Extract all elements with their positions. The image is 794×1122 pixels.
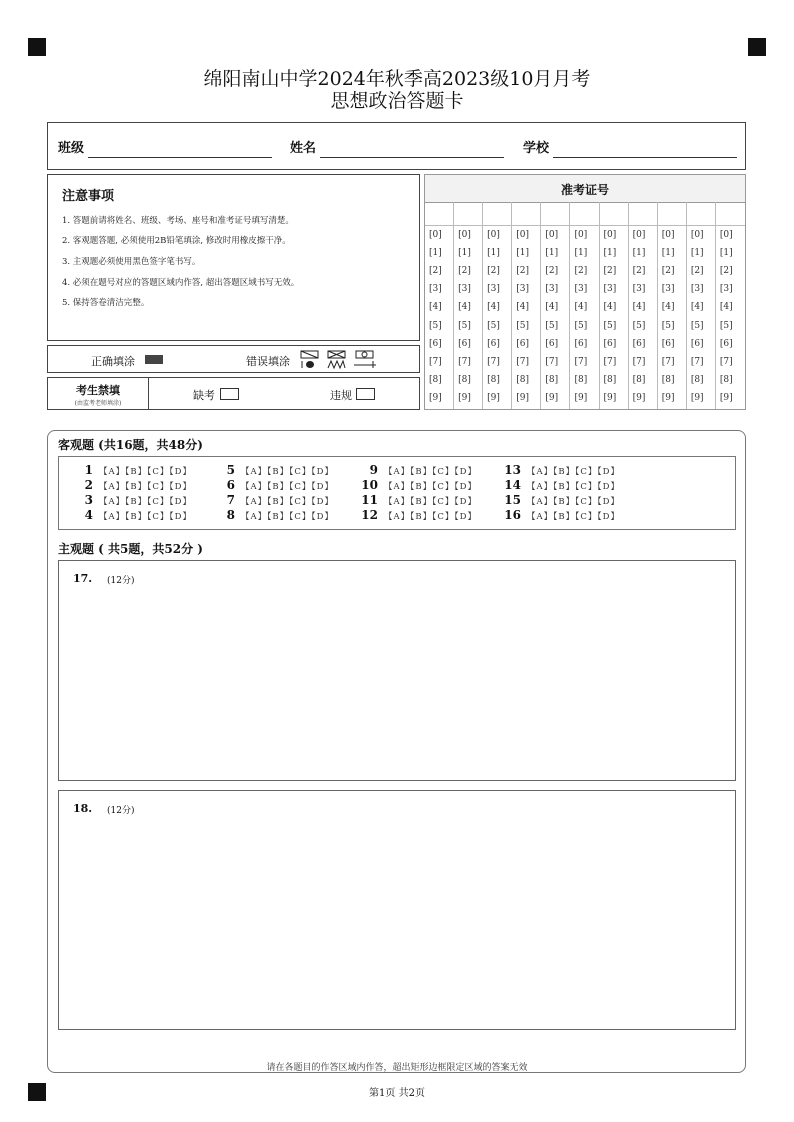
digit-bubble[interactable]: [1] — [603, 248, 617, 259]
digit-bubble[interactable]: [8] — [545, 374, 559, 385]
digit-bubble[interactable]: [9] — [719, 392, 733, 403]
admission-column — [716, 202, 745, 409]
digit-bubble[interactable]: [1] — [661, 248, 675, 259]
digit-bubble[interactable]: [4] — [632, 302, 646, 313]
sheet-title: 绵阳南山中学2024年秋季高2023级10月月考 — [203, 68, 591, 90]
digit-bubble[interactable]: [7] — [661, 356, 675, 367]
objective-question-number: 12 — [361, 508, 378, 522]
digit-bubble[interactable]: [2] — [487, 266, 500, 277]
digit-bubble[interactable]: [2] — [516, 266, 530, 277]
digit-bubble[interactable]: [3] — [458, 284, 471, 295]
school-label: 学校 — [523, 141, 550, 156]
digit-bubble[interactable]: [2] — [429, 266, 442, 277]
digit-bubble[interactable]: [5] — [632, 320, 646, 331]
objective-question-number: 16 — [504, 508, 521, 522]
digit-bubble[interactable]: [5] — [458, 320, 471, 331]
digit-bubble[interactable]: [5] — [545, 320, 559, 331]
objective-question-number: 11 — [361, 493, 378, 507]
digit-bubble[interactable]: [4] — [516, 302, 530, 313]
digit-bubble[interactable]: [4] — [429, 302, 442, 313]
notice-item: 2. 客观题答题, 必须使用2B铅笔填涂, 修改时用橡皮擦干净。 — [62, 236, 291, 246]
digit-bubble[interactable]: [3] — [690, 284, 704, 295]
notice-item: 1. 答题前请将姓名、班级、考场、座号和准考证号填写清楚。 — [62, 216, 294, 226]
objective-question-number: 2 — [84, 478, 93, 492]
digit-bubble[interactable]: [0] — [632, 230, 646, 240]
digit-bubble[interactable]: [6] — [603, 338, 617, 349]
registration-mark-top-left — [28, 38, 46, 56]
digit-bubble[interactable]: [8] — [690, 374, 704, 385]
admission-column — [483, 202, 512, 409]
digit-bubble[interactable]: [0] — [690, 230, 704, 240]
digit-bubble[interactable]: [4] — [690, 302, 704, 313]
digit-bubble[interactable]: [4] — [603, 302, 617, 313]
digit-bubble[interactable]: [8] — [487, 374, 500, 385]
digit-bubble[interactable]: [9] — [545, 392, 559, 403]
admission-write-cell[interactable] — [658, 202, 686, 226]
class-label: 班级 — [58, 141, 85, 156]
digit-bubble[interactable]: [6] — [574, 338, 588, 349]
digit-bubble[interactable]: [2] — [690, 266, 704, 277]
digit-bubble[interactable]: [6] — [429, 338, 442, 349]
digit-bubble[interactable]: [3] — [545, 284, 559, 295]
digit-bubble[interactable]: [7] — [690, 356, 704, 367]
digit-bubble[interactable]: [0] — [516, 230, 530, 240]
digit-bubble[interactable]: [7] — [603, 356, 617, 367]
student-info-box — [47, 122, 746, 170]
status-subtext: (由监考老师填涂) — [74, 400, 122, 407]
digit-bubble[interactable]: [1] — [690, 248, 704, 259]
admission-column — [425, 202, 454, 409]
objective-option-bubbles[interactable]: 【A】【B】【C】【D】 — [241, 482, 334, 492]
objective-option-bubbles[interactable]: 【A】【B】【C】【D】 — [527, 512, 620, 522]
digit-bubble[interactable]: [1] — [516, 248, 530, 259]
admission-column — [570, 202, 599, 409]
digit-bubble[interactable]: [6] — [487, 338, 500, 349]
school-field[interactable] — [553, 157, 737, 158]
digit-bubble[interactable]: [5] — [690, 320, 704, 331]
digit-bubble[interactable]: [8] — [603, 374, 617, 385]
question-score: (12分) — [107, 806, 135, 816]
digit-bubble[interactable]: [0] — [429, 230, 442, 240]
digit-bubble[interactable]: [6] — [661, 338, 675, 349]
objective-question-number: 1 — [84, 463, 93, 477]
digit-bubble[interactable]: [9] — [516, 392, 530, 403]
digit-bubble[interactable]: [9] — [487, 392, 500, 403]
fill-example-box — [47, 345, 420, 373]
answer-box-q17[interactable] — [58, 560, 736, 781]
correct-fill-label: 正确填涂 — [91, 355, 135, 368]
objective-option-bubbles[interactable]: 【A】【B】【C】【D】 — [241, 497, 334, 507]
digit-bubble[interactable]: [7] — [516, 356, 530, 367]
digit-bubble[interactable]: [6] — [516, 338, 530, 349]
digit-bubble[interactable]: [3] — [574, 284, 588, 295]
digit-bubble[interactable]: [1] — [632, 248, 646, 259]
digit-bubble[interactable]: [6] — [632, 338, 646, 349]
admission-write-cell[interactable] — [600, 202, 628, 226]
objective-option-bubbles[interactable]: 【A】【B】【C】【D】 — [527, 497, 620, 507]
admission-column — [629, 202, 658, 409]
digit-bubble[interactable]: [1] — [429, 248, 442, 259]
digit-bubble[interactable]: [8] — [574, 374, 588, 385]
digit-bubble[interactable]: [6] — [545, 338, 559, 349]
digit-bubble[interactable]: [3] — [719, 284, 733, 295]
digit-bubble[interactable]: [7] — [458, 356, 471, 367]
digit-bubble[interactable]: [5] — [603, 320, 617, 331]
objective-question-number: 15 — [504, 493, 521, 507]
objective-question-number: 4 — [84, 508, 93, 522]
objective-option-bubbles[interactable]: 【A】【B】【C】【D】 — [384, 482, 477, 492]
digit-bubble[interactable]: [6] — [690, 338, 704, 349]
admission-write-cell[interactable] — [541, 202, 569, 226]
digit-bubble[interactable]: [4] — [719, 302, 733, 313]
objective-question-number: 5 — [226, 463, 235, 477]
digit-bubble[interactable]: [8] — [632, 374, 646, 385]
objective-question-number: 7 — [226, 493, 235, 507]
objective-option-bubbles[interactable]: 【A】【B】【C】【D】 — [384, 467, 477, 477]
objective-option-bubbles[interactable]: 【A】【B】【C】【D】 — [99, 497, 192, 507]
answer-area-warning: 请在各题目的作答区域内作答，超出矩形边框限定区域的答案无效 — [266, 1063, 528, 1073]
objective-option-bubbles[interactable]: 【A】【B】【C】【D】 — [527, 467, 620, 477]
digit-bubble[interactable]: [5] — [574, 320, 588, 331]
notice-heading: 注意事项 — [62, 189, 115, 204]
digit-bubble[interactable]: [2] — [719, 266, 733, 277]
digit-bubble[interactable]: [6] — [719, 338, 733, 349]
page-number: 第1页 共2页 — [369, 1088, 425, 1099]
absent-label: 缺考 — [193, 389, 215, 402]
admission-write-cell[interactable] — [425, 202, 453, 226]
objective-option-bubbles[interactable]: 【A】【B】【C】【D】 — [99, 512, 192, 522]
digit-bubble[interactable]: [0] — [661, 230, 675, 240]
digit-bubble[interactable]: [8] — [719, 374, 733, 385]
digit-bubble[interactable]: [4] — [545, 302, 559, 313]
objective-option-bubbles[interactable]: 【A】【B】【C】【D】 — [241, 512, 334, 522]
digit-bubble[interactable]: [2] — [661, 266, 675, 277]
answer-box-q18[interactable] — [58, 790, 736, 1030]
digit-bubble[interactable]: [5] — [719, 320, 733, 331]
digit-bubble[interactable]: [2] — [574, 266, 588, 277]
digit-bubble[interactable]: [7] — [632, 356, 646, 367]
correct-fill-sample — [145, 355, 163, 364]
violation-checkbox[interactable] — [356, 388, 375, 400]
digit-bubble[interactable]: [9] — [574, 392, 588, 403]
digit-bubble[interactable]: [0] — [545, 230, 559, 240]
objective-option-bubbles[interactable]: 【A】【B】【C】【D】 — [241, 467, 334, 477]
question-score: (12分) — [107, 576, 135, 586]
admission-column — [541, 202, 570, 409]
digit-bubble[interactable]: [3] — [487, 284, 500, 295]
wrong-fill-label: 错误填涂 — [246, 355, 290, 368]
candidate-status-box — [47, 377, 420, 410]
admission-write-cell[interactable] — [483, 202, 511, 226]
admission-write-cell[interactable] — [570, 202, 598, 226]
status-heading-cell — [48, 378, 149, 409]
objective-question-number: 10 — [361, 478, 378, 492]
objective-option-bubbles[interactable]: 【A】【B】【C】【D】 — [99, 467, 192, 477]
digit-bubble[interactable]: [7] — [487, 356, 500, 367]
admission-heading: 准考证号 — [560, 183, 609, 197]
digit-bubble[interactable]: [9] — [632, 392, 646, 403]
digit-bubble[interactable]: [0] — [458, 230, 471, 240]
digit-bubble[interactable]: [5] — [661, 320, 675, 331]
question-number: 18. — [73, 802, 93, 815]
objective-question-number: 14 — [504, 478, 521, 492]
objective-question-number: 13 — [504, 463, 521, 477]
admission-column — [454, 202, 483, 409]
digit-bubble[interactable]: [7] — [429, 356, 442, 367]
sheet-subtitle: 思想政治答题卡 — [330, 90, 464, 112]
digit-bubble[interactable]: [2] — [458, 266, 471, 277]
violation-label: 违规 — [330, 389, 352, 402]
admission-column — [512, 202, 541, 409]
digit-bubble[interactable]: [1] — [545, 248, 559, 259]
class-field[interactable] — [88, 157, 272, 158]
notice-item: 3. 主观题必须使用黑色签字笔书写。 — [62, 257, 201, 267]
digit-bubble[interactable]: [1] — [487, 248, 500, 259]
digit-bubble[interactable]: [7] — [545, 356, 559, 367]
wrong-fill-samples-icon — [300, 350, 380, 370]
digit-bubble[interactable]: [5] — [487, 320, 500, 331]
digit-bubble[interactable]: [9] — [458, 392, 471, 403]
notice-item: 4. 必须在题号对应的答题区域内作答, 超出答题区域书写无效。 — [62, 278, 300, 288]
registration-mark-top-right — [748, 38, 766, 56]
digit-bubble[interactable]: [0] — [487, 230, 500, 240]
digit-bubble[interactable]: [4] — [487, 302, 500, 313]
objective-option-bubbles[interactable]: 【A】【B】【C】【D】 — [99, 482, 192, 492]
admission-heading-bar — [425, 175, 745, 203]
objective-option-bubbles[interactable]: 【A】【B】【C】【D】 — [384, 512, 477, 522]
digit-bubble[interactable]: [3] — [661, 284, 675, 295]
admission-write-cell[interactable] — [716, 202, 745, 226]
digit-bubble[interactable]: [4] — [574, 302, 588, 313]
admission-write-cell[interactable] — [629, 202, 657, 226]
digit-bubble[interactable]: [7] — [574, 356, 588, 367]
digit-bubble[interactable]: [9] — [429, 392, 442, 403]
digit-bubble[interactable]: [0] — [719, 230, 733, 240]
digit-bubble[interactable]: [3] — [603, 284, 617, 295]
digit-bubble[interactable]: [2] — [545, 266, 559, 277]
objective-question-number: 8 — [226, 508, 235, 522]
subjective-heading: 主观题 ( 共5题，共52分 ) — [58, 542, 203, 556]
digit-bubble[interactable]: [8] — [458, 374, 471, 385]
digit-bubble[interactable]: [8] — [661, 374, 675, 385]
status-heading: 考生禁填 — [76, 384, 120, 397]
objective-question-number: 9 — [369, 463, 378, 477]
digit-bubble[interactable]: [6] — [458, 338, 471, 349]
digit-bubble[interactable]: [9] — [690, 392, 704, 403]
admission-digit-grid — [425, 202, 745, 409]
objective-option-bubbles[interactable]: 【A】【B】【C】【D】 — [527, 482, 620, 492]
digit-bubble[interactable]: [0] — [603, 230, 617, 240]
digit-bubble[interactable]: [8] — [429, 374, 442, 385]
digit-bubble[interactable]: [1] — [574, 248, 588, 259]
digit-bubble[interactable]: [3] — [632, 284, 646, 295]
admission-number-box — [424, 174, 746, 410]
digit-bubble[interactable]: [1] — [719, 248, 733, 259]
digit-bubble[interactable]: [2] — [632, 266, 646, 277]
notice-box — [47, 174, 420, 341]
digit-bubble[interactable]: [0] — [574, 230, 588, 240]
objective-question-number: 6 — [226, 478, 235, 492]
digit-bubble[interactable]: [3] — [429, 284, 442, 295]
name-label: 姓名 — [290, 141, 317, 156]
digit-bubble[interactable]: [3] — [516, 284, 530, 295]
digit-bubble[interactable]: [5] — [429, 320, 442, 331]
notice-item: 5. 保持答卷清洁完整。 — [62, 298, 150, 308]
admission-write-cell[interactable] — [454, 202, 482, 226]
digit-bubble[interactable]: [5] — [516, 320, 530, 331]
admission-write-cell[interactable] — [512, 202, 540, 226]
digit-bubble[interactable]: [7] — [719, 356, 733, 367]
digit-bubble[interactable]: [4] — [661, 302, 675, 313]
admission-column — [600, 202, 629, 409]
name-field[interactable] — [320, 157, 504, 158]
digit-bubble[interactable]: [1] — [458, 248, 471, 259]
admission-column — [658, 202, 687, 409]
digit-bubble[interactable]: [9] — [661, 392, 675, 403]
absent-checkbox[interactable] — [220, 388, 239, 400]
digit-bubble[interactable]: [8] — [516, 374, 530, 385]
digit-bubble[interactable]: [4] — [458, 302, 471, 313]
admission-write-cell[interactable] — [687, 202, 715, 226]
objective-answer-box — [58, 456, 736, 530]
digit-bubble[interactable]: [2] — [603, 266, 617, 277]
objective-heading: 客观题 (共16题，共48分) — [58, 438, 203, 452]
objective-option-bubbles[interactable]: 【A】【B】【C】【D】 — [384, 497, 477, 507]
objective-question-number: 3 — [84, 493, 93, 507]
digit-bubble[interactable]: [9] — [603, 392, 617, 403]
question-number: 17. — [73, 572, 93, 585]
admission-column — [687, 202, 716, 409]
